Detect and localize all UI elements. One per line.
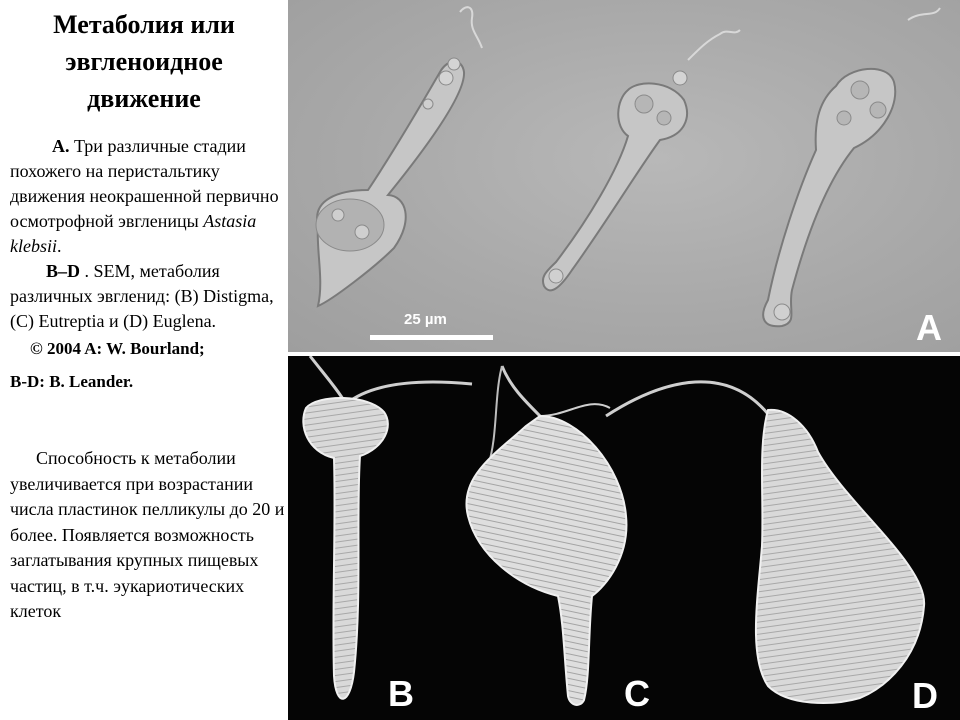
scale-bar	[370, 335, 493, 340]
text-column	[0, 0, 288, 720]
panel-label-a: A	[916, 307, 942, 348]
caption-panel-a	[10, 134, 286, 259]
astasia-cells-illustration	[288, 0, 960, 352]
title-line-2: эвгленоидное	[65, 47, 223, 76]
sem-panels-bcd	[288, 356, 960, 720]
sem-cells-illustration	[288, 356, 960, 720]
caption-a-label: А.	[52, 136, 70, 156]
credit-line-1: © 2004 A: W. Bourland;	[30, 339, 205, 358]
caption-species: Astasia klebsii	[10, 211, 257, 256]
slide-title	[0, 6, 288, 117]
caption-a-end: .	[57, 236, 62, 256]
panel-label-d: D	[912, 675, 938, 716]
figure-caption	[10, 134, 286, 394]
credit-line-2: B-D: B. Leander.	[10, 372, 134, 391]
scale-bar-label: 25 µm	[404, 311, 447, 328]
caption-bd-label: B–D	[46, 261, 81, 281]
micrograph-panel-a	[288, 0, 960, 352]
title-line-1: Метаболия или	[53, 10, 235, 39]
panel-label-c: C	[624, 673, 650, 714]
title-line-3: движение	[87, 84, 201, 113]
body-paragraph	[10, 446, 286, 625]
caption-a-text: Три различные стадии похожего на перистальтику движения неокрашенной первично осмотрофной эвгленицы	[10, 136, 279, 231]
panel-label-b: B	[388, 673, 414, 714]
caption-panels-bd	[10, 259, 286, 334]
caption-bd-text: . SEM, метаболия различных эвгленид: (B) Distigma, (C) Eutreptia и (D) Euglena.	[10, 261, 274, 331]
body-text: Способность к метаболии увеличивается при возрастании числа пластинок пелликулы до 20 и более. Появляется возможность заглатывания крупных пищевых частиц, в т.ч. эукариотических клеток	[10, 448, 285, 621]
